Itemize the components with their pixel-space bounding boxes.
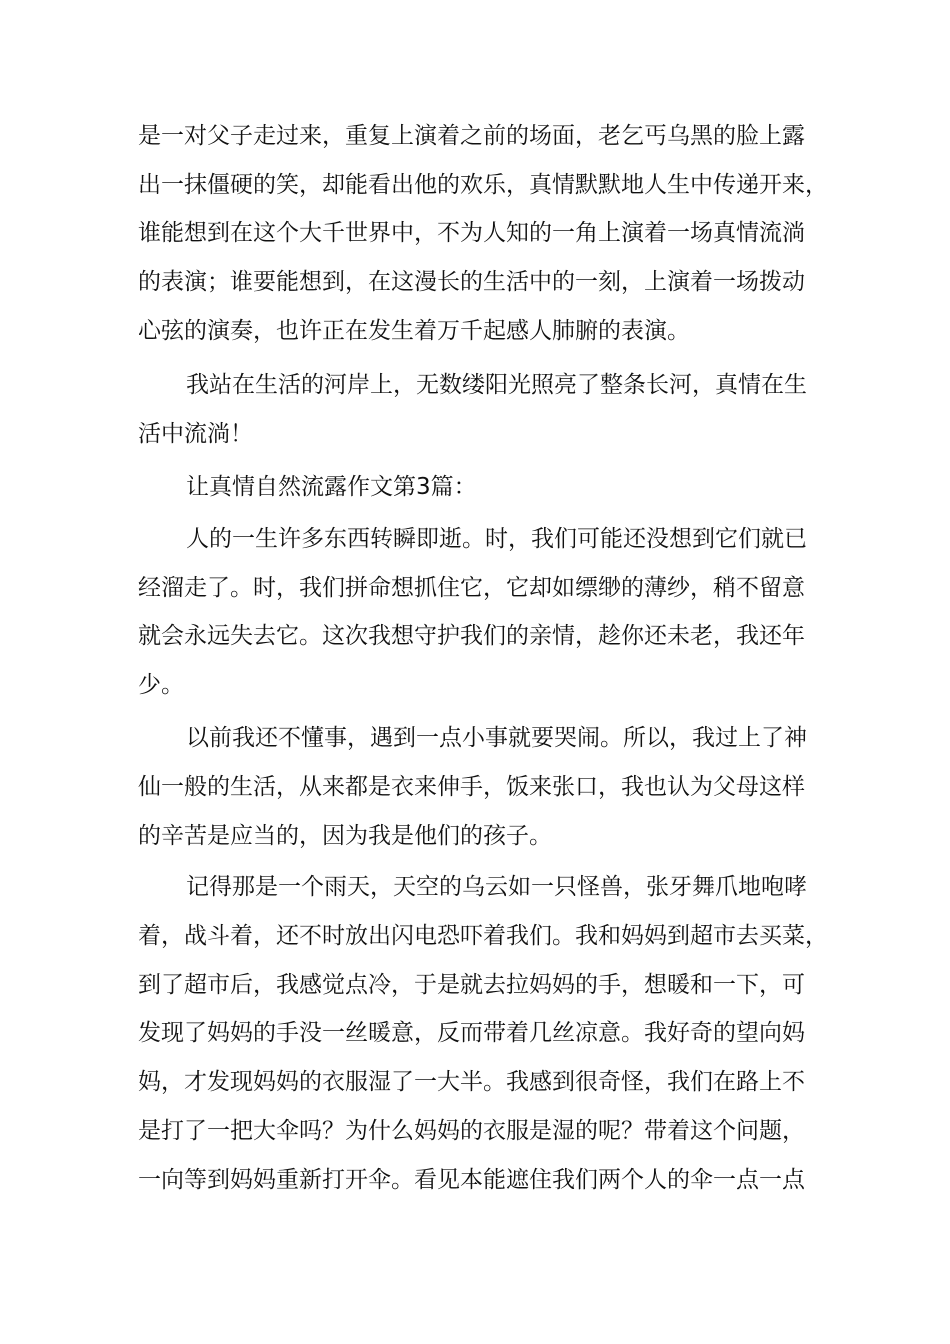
text-line: 活中流淌！: [138, 421, 253, 447]
text-line: 我站在生活的河岸上，无数缕阳光照亮了整条长河，真情在生: [186, 372, 807, 398]
section-heading: 让真情自然流露作文第3篇：: [186, 474, 477, 500]
text-line: 着，战斗着，还不时放出闪电恐吓着我们。我和妈妈到超市去买菜，: [138, 923, 828, 949]
text-line: 经溜走了。时，我们拼命想抓住它，它却如缥缈的薄纱，稍不留意: [138, 575, 805, 601]
text-line: 是打了一把大伞吗？为什么妈妈的衣服是湿的呢？带着这个问题，: [138, 1118, 805, 1144]
text-line: 是一对父子走过来，重复上演着之前的场面，老乞丐乌黑的脸上露: [138, 123, 805, 149]
text-line: 人的一生许多东西转瞬即逝。时，我们可能还没想到它们就已: [186, 526, 807, 552]
text-line: 少。: [138, 672, 184, 698]
text-line: 以前我还不懂事，遇到一点小事就要哭闹。所以，我过上了神: [186, 725, 807, 751]
text-line: 出一抹僵硬的笑，却能看出他的欢乐，真情默默地人生中传递开来，: [138, 172, 828, 198]
text-line: 就会永远失去它。这次我想守护我们的亲情，趁你还未老，我还年: [138, 623, 805, 649]
text-line: 仙一般的生活，从来都是衣来伸手，饭来张口，我也认为父母这样: [138, 774, 805, 800]
text-line: 的辛苦是应当的，因为我是他们的孩子。: [138, 823, 552, 849]
text-line: 发现了妈妈的手没一丝暖意，反而带着几丝凉意。我好奇的望向妈: [138, 1020, 805, 1046]
text-line: 到了超市后，我感觉点冷，于是就去拉妈妈的手，想暖和一下，可: [138, 972, 805, 998]
text-line: 记得那是一个雨天，天空的乌云如一只怪兽，张牙舞爪地咆哮: [186, 874, 807, 900]
text-line: 妈，才发现妈妈的衣服湿了一大半。我感到很奇怪，我们在路上不: [138, 1069, 805, 1095]
text-line: 一向等到妈妈重新打开伞。看见本能遮住我们两个人的伞一点一点: [138, 1167, 805, 1193]
text-line: 谁能想到在这个大千世界中，不为人知的一角上演着一场真情流淌: [138, 220, 805, 246]
text-line: 心弦的演奏，也许正在发生着万千起感人肺腑的表演。: [138, 318, 690, 344]
text-line: 的表演；谁要能想到，在这漫长的生活中的一刻，上演着一场拨动: [138, 269, 805, 295]
